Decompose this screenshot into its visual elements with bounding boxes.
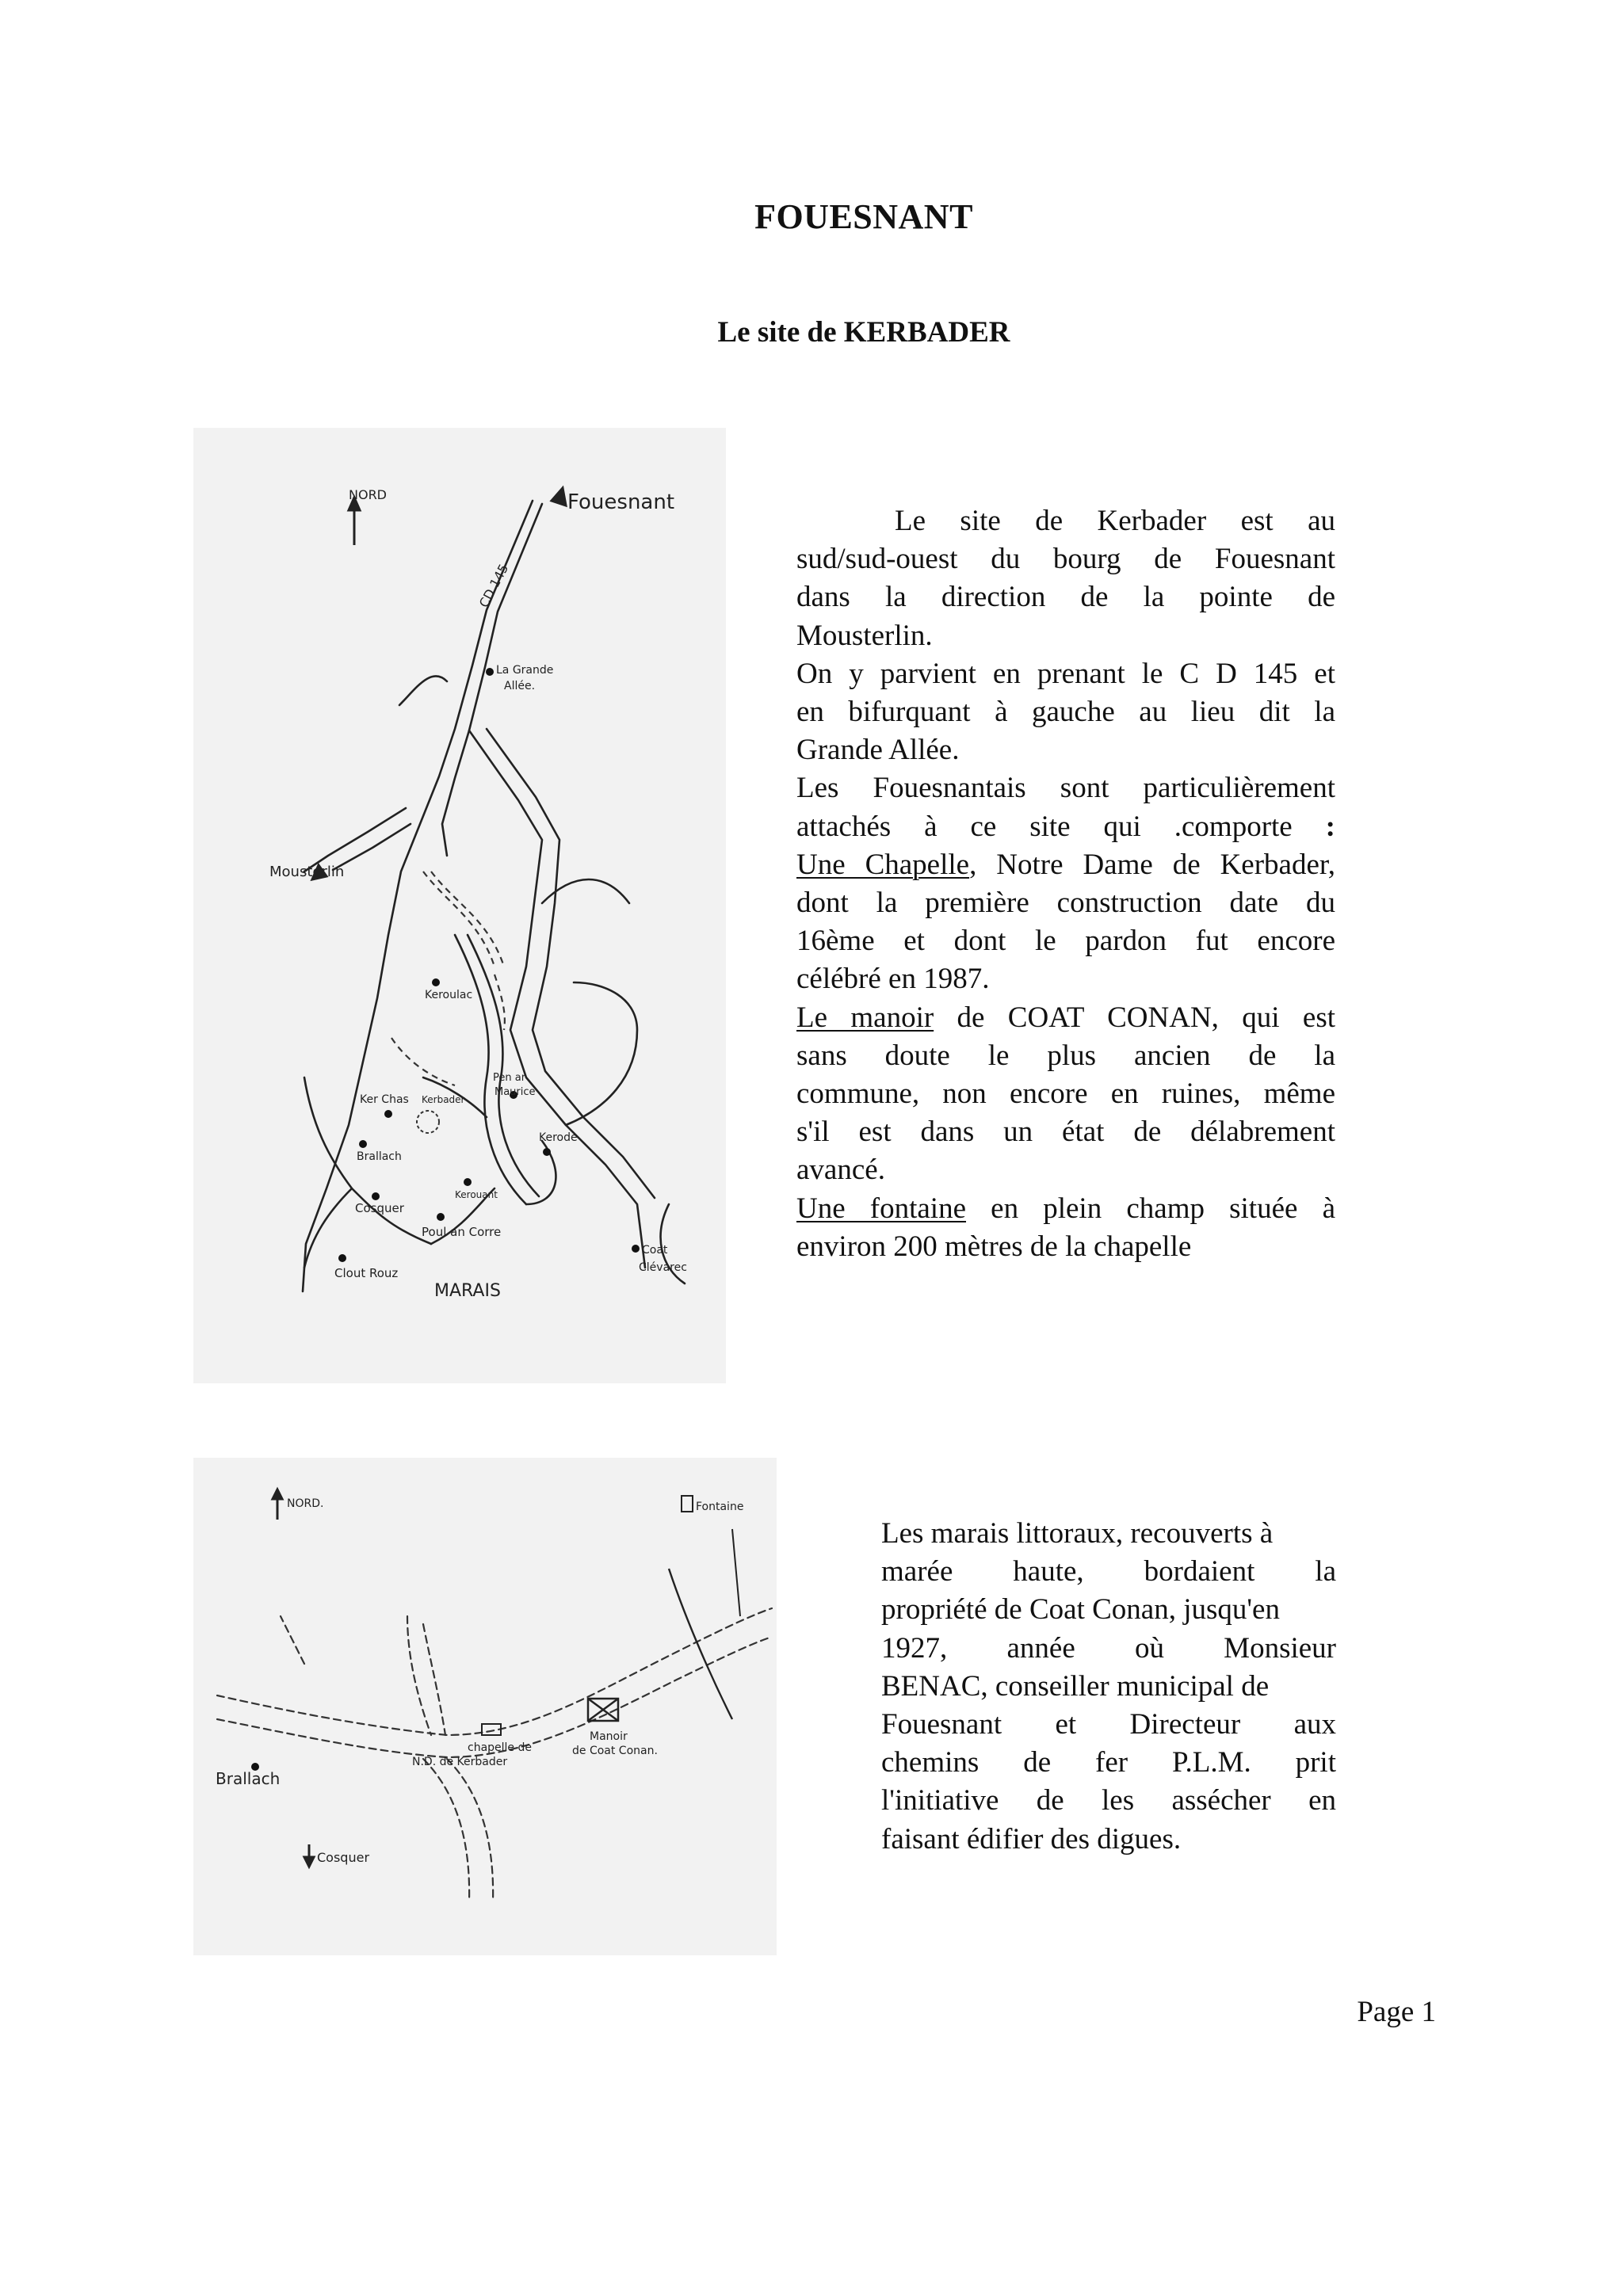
text-line: Mousterlin. bbox=[796, 619, 933, 652]
kerode-label: Kerode bbox=[539, 1131, 578, 1144]
text-line: BENAC, conseiller municipal de bbox=[881, 1669, 1270, 1703]
fouesnant-label: Fouesnant bbox=[567, 490, 675, 514]
north-label: NORD bbox=[349, 487, 387, 502]
chapelle-label-1: chapelle de bbox=[468, 1741, 532, 1754]
text-line: dans la direction de la pointe de bbox=[796, 581, 1335, 614]
text-line bbox=[796, 999, 1335, 1037]
manoir-label-2: de Coat Conan. bbox=[572, 1745, 658, 1757]
text-line: Grande Allée. bbox=[796, 734, 960, 767]
marais-description bbox=[881, 1515, 1336, 1859]
text-line bbox=[796, 846, 1335, 884]
kerouant-label: Kerouant bbox=[455, 1189, 498, 1200]
manoir-heading: Le manoir bbox=[796, 1001, 934, 1034]
detail-map-drawing bbox=[193, 1458, 777, 1955]
text-line: en bifurquant à gauche au lieu dit la bbox=[796, 696, 1335, 729]
text-line bbox=[796, 1190, 1335, 1228]
text-line: Fouesnant et Directeur aux bbox=[881, 1708, 1336, 1741]
page-subtitle: Le site de KERBADER bbox=[717, 316, 1010, 349]
road-map-drawing bbox=[193, 428, 726, 1383]
grande-allee-label-2: Allée. bbox=[504, 680, 536, 692]
text-line: 1927, année où Monsieur bbox=[881, 1631, 1336, 1665]
colon-bold: : bbox=[1325, 810, 1335, 843]
coat-clevarec-label-1: Coat bbox=[642, 1244, 668, 1257]
text-line bbox=[796, 808, 1335, 846]
cosquer-label-2: Cosquer bbox=[317, 1850, 370, 1865]
text-line: faisant édifier des digues. bbox=[881, 1822, 1182, 1855]
road-label: CD 145 bbox=[475, 561, 512, 610]
coat-conan-detail-map bbox=[193, 1458, 777, 1955]
manoir-label-1: Manoir bbox=[590, 1730, 628, 1743]
mousterlin-label: Mousterlin bbox=[269, 864, 345, 880]
north-label-2: NORD. bbox=[287, 1497, 324, 1510]
text-line: 16ème et dont le pardon fut encore bbox=[796, 925, 1335, 958]
text-line: s'il est dans un état de délabrement bbox=[796, 1116, 1335, 1149]
text-line: On y parvient en prenant le C D 145 et bbox=[796, 657, 1335, 690]
pen-ar-maurice-label-1: Pen ar bbox=[493, 1072, 526, 1084]
text-line: Les marais littoraux, recouverts à bbox=[881, 1517, 1274, 1550]
brallach-label: Brallach bbox=[357, 1150, 402, 1163]
grande-allee-label-1: La Grande bbox=[496, 664, 554, 677]
page-number: Page 1 bbox=[1357, 1996, 1436, 2028]
pen-ar-maurice-label-2: Maurice bbox=[495, 1086, 536, 1098]
text-line: commune, non encore en ruines, même bbox=[796, 1077, 1335, 1111]
text-line: avancé. bbox=[796, 1154, 885, 1187]
text-line: marée haute, bordaient la bbox=[881, 1555, 1336, 1589]
kerbader-description bbox=[796, 502, 1335, 1266]
text-run: en plein champ située à bbox=[966, 1192, 1335, 1225]
text-run: , Notre Dame de Kerbader, bbox=[969, 848, 1335, 881]
ker-chas-label: Ker Chas bbox=[360, 1093, 409, 1106]
clout-rouz-label: Clout Rouz bbox=[334, 1266, 399, 1280]
text-line: Les Fouesnantais sont particulièrement bbox=[796, 772, 1335, 805]
fontaine-heading: Une fontaine bbox=[796, 1192, 967, 1225]
text-line: Le site de Kerbader est au bbox=[895, 505, 1335, 537]
text-line: chemins de fer P.L.M. prit bbox=[881, 1746, 1336, 1779]
text-line: sans doute le plus ancien de la bbox=[796, 1039, 1335, 1072]
kerbader-label: Kerbader bbox=[422, 1094, 465, 1105]
marais-label: MARAIS bbox=[434, 1281, 501, 1301]
text-line: sud/sud-ouest du bourg de Fouesnant bbox=[796, 543, 1335, 576]
poul-an-corre-label: Poul an Corre bbox=[422, 1225, 502, 1239]
cosquer-label: Cosquer bbox=[355, 1201, 404, 1215]
fontaine-label: Fontaine bbox=[696, 1501, 744, 1513]
text-line: l'initiative de les assécher en bbox=[881, 1784, 1336, 1817]
text-line: célébré en 1987. bbox=[796, 963, 990, 996]
keroulac-label: Keroulac bbox=[425, 989, 473, 1001]
kerbader-road-map bbox=[193, 428, 726, 1383]
page-title: FOUESNANT bbox=[754, 197, 973, 236]
text-run: de COAT CONAN, qui est bbox=[934, 1001, 1335, 1034]
text-line: propriété de Coat Conan, jusqu'en bbox=[881, 1593, 1280, 1627]
chapelle-heading: Une Chapelle bbox=[796, 848, 970, 881]
brallach-label-2: Brallach bbox=[216, 1769, 281, 1788]
text-line: environ 200 mètres de la chapelle bbox=[796, 1230, 1192, 1263]
text-run: attachés à ce site qui .comporte bbox=[796, 810, 1326, 843]
coat-clevarec-label-2: Clévarec bbox=[639, 1261, 687, 1274]
chapelle-label-2: N.D. de Kerbader bbox=[412, 1756, 508, 1768]
text-line: dont la première construction date du bbox=[796, 887, 1335, 920]
